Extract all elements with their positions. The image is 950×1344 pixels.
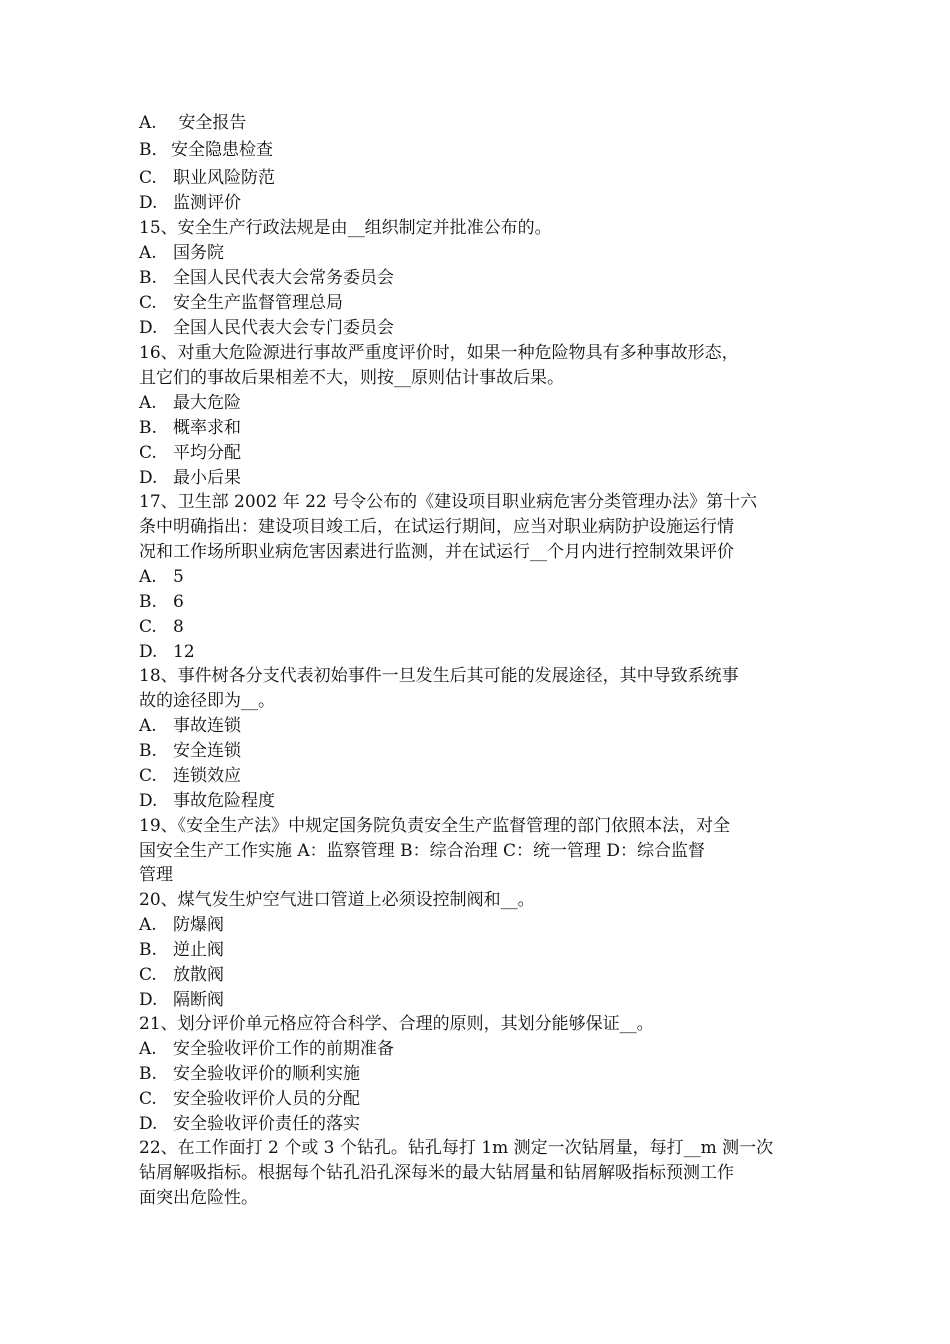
option-key: D. bbox=[139, 193, 158, 213]
question-19-text: 管理 bbox=[139, 865, 173, 885]
option-key: D. bbox=[139, 1114, 158, 1134]
option-text: 安全验收评价人员的分配 bbox=[173, 1089, 360, 1109]
option-line bbox=[139, 441, 241, 465]
option-line bbox=[139, 640, 195, 664]
option-line bbox=[139, 789, 275, 813]
option-key: D. bbox=[139, 642, 158, 662]
option-key: B. bbox=[139, 268, 157, 288]
option-text: 逆止阀 bbox=[173, 940, 224, 960]
option-text: 5 bbox=[173, 567, 184, 587]
option-line bbox=[139, 466, 241, 490]
option-text: 安全报告 bbox=[173, 113, 247, 133]
question-17-text: 条中明确指出：建设项目竣工后，在试运行期间，应当对职业病防护设施运行情 bbox=[139, 517, 734, 537]
option-line bbox=[139, 988, 224, 1012]
option-key: C. bbox=[139, 617, 157, 637]
option-key: B. bbox=[139, 741, 157, 761]
option-text: 全国人民代表大会专门委员会 bbox=[173, 318, 394, 338]
option-key: A. bbox=[139, 1039, 157, 1059]
option-key: B. bbox=[139, 940, 157, 960]
option-text: 安全验收评价责任的落实 bbox=[173, 1114, 360, 1134]
option-text: 事故危险程度 bbox=[173, 791, 275, 811]
option-key: D. bbox=[139, 791, 158, 811]
option-line bbox=[139, 615, 184, 639]
question-22-text: 钻屑解吸指标。根据每个钻孔沿孔深每米的最大钻屑量和钻屑解吸指标预测工作 bbox=[139, 1163, 734, 1183]
option-text: 概率求和 bbox=[173, 418, 241, 438]
option-line bbox=[139, 1062, 360, 1086]
option-line bbox=[139, 1037, 394, 1061]
question-16-text: 16、对重大危险源进行事故严重度评价时，如果一种危险物具有多种事故形态， bbox=[139, 343, 739, 363]
option-line bbox=[139, 1087, 360, 1111]
option-key: A. bbox=[139, 393, 157, 413]
option-line bbox=[139, 938, 224, 962]
option-text: 监测评价 bbox=[173, 193, 241, 213]
question-18-text: 故的途径即为__。 bbox=[139, 691, 275, 711]
option-key: C. bbox=[139, 443, 157, 463]
option-key: D. bbox=[139, 990, 158, 1010]
option-text: 安全验收评价工作的前期准备 bbox=[173, 1039, 394, 1059]
option-line bbox=[139, 714, 241, 738]
option-line bbox=[139, 291, 343, 315]
option-line bbox=[139, 138, 273, 162]
option-text: 全国人民代表大会常务委员会 bbox=[173, 268, 394, 288]
option-text: 安全生产监督管理总局 bbox=[173, 293, 343, 313]
question-16-text: 且它们的事故后果相差不大，则按__原则估计事故后果。 bbox=[139, 368, 564, 388]
option-key: A. bbox=[139, 113, 157, 133]
option-text: 平均分配 bbox=[173, 443, 241, 463]
option-text: 最小后果 bbox=[173, 468, 241, 488]
option-text: 12 bbox=[173, 642, 195, 662]
question-19-text: 国安全生产工作实施 A：监察管理 B：综合治理 C：统一管理 D：综合监督 bbox=[139, 841, 706, 861]
option-line bbox=[139, 241, 224, 265]
option-text: 安全隐患检查 bbox=[171, 140, 273, 160]
question-20-text: 20、煤气发生炉空气进口管道上必须设控制阀和__。 bbox=[139, 890, 535, 910]
option-text: 6 bbox=[173, 592, 184, 612]
option-text: 8 bbox=[173, 617, 184, 637]
question-17-text: 况和工作场所职业病危害因素进行监测，并在试运行__个月内进行控制效果评价 bbox=[139, 542, 734, 562]
option-text: 职业风险防范 bbox=[173, 168, 275, 188]
question-22-text: 面突出危险性。 bbox=[139, 1188, 258, 1208]
option-text: 隔断阀 bbox=[173, 990, 224, 1010]
option-line bbox=[139, 764, 241, 788]
option-text: 国务院 bbox=[173, 243, 224, 263]
option-key: D. bbox=[139, 318, 158, 338]
option-text: 连锁效应 bbox=[173, 766, 241, 786]
option-key: B． bbox=[139, 140, 169, 160]
option-text: 安全连锁 bbox=[173, 741, 241, 761]
question-15-text: 15、安全生产行政法规是由__组织制定并批准公布的。 bbox=[139, 218, 552, 238]
option-line bbox=[139, 416, 241, 440]
option-key: B. bbox=[139, 592, 157, 612]
option-line bbox=[139, 1112, 360, 1136]
option-line bbox=[139, 590, 184, 614]
question-18-text: 18、事件树各分支代表初始事件一旦发生后其可能的发展途径，其中导致系统事 bbox=[139, 666, 739, 686]
question-19-text: 19、《安全生产法》中规定国务院负责安全生产监督管理的部门依照本法，对全 bbox=[139, 816, 731, 836]
option-key: A. bbox=[139, 243, 157, 263]
question-21-text: 21、划分评价单元格应符合科学、合理的原则，其划分能够保证__。 bbox=[139, 1014, 654, 1034]
option-line bbox=[139, 963, 224, 987]
option-key: A. bbox=[139, 915, 157, 935]
option-text: 防爆阀 bbox=[173, 915, 224, 935]
option-line bbox=[139, 391, 241, 415]
option-key: C. bbox=[139, 168, 157, 188]
question-17-text: 17、卫生部 2002 年 22 号令公布的《建设项目职业病危害分类管理办法》第十六 bbox=[139, 492, 758, 512]
option-key: C. bbox=[139, 766, 157, 786]
option-line bbox=[139, 316, 394, 340]
option-text: 放散阀 bbox=[173, 965, 224, 985]
option-line bbox=[139, 913, 224, 937]
option-line bbox=[139, 565, 184, 589]
option-key: A. bbox=[139, 567, 157, 587]
option-text: 最大危险 bbox=[173, 393, 241, 413]
option-text: 事故连锁 bbox=[173, 716, 241, 736]
option-line bbox=[139, 166, 275, 190]
question-22-text: 22、在工作面打 2 个或 3 个钻孔。钻孔每打 1m 测定一次钻屑量，每打__m 测一次 bbox=[139, 1138, 774, 1158]
option-key: A. bbox=[139, 716, 157, 736]
option-key: C. bbox=[139, 293, 157, 313]
option-key: B. bbox=[139, 1064, 157, 1084]
option-line bbox=[139, 739, 241, 763]
option-line bbox=[139, 111, 246, 135]
option-key: C. bbox=[139, 1089, 157, 1109]
option-key: D. bbox=[139, 468, 158, 488]
option-text: 安全验收评价的顺利实施 bbox=[173, 1064, 360, 1084]
option-key: C. bbox=[139, 965, 157, 985]
option-line bbox=[139, 266, 394, 290]
option-line bbox=[139, 191, 241, 215]
option-key: B. bbox=[139, 418, 157, 438]
